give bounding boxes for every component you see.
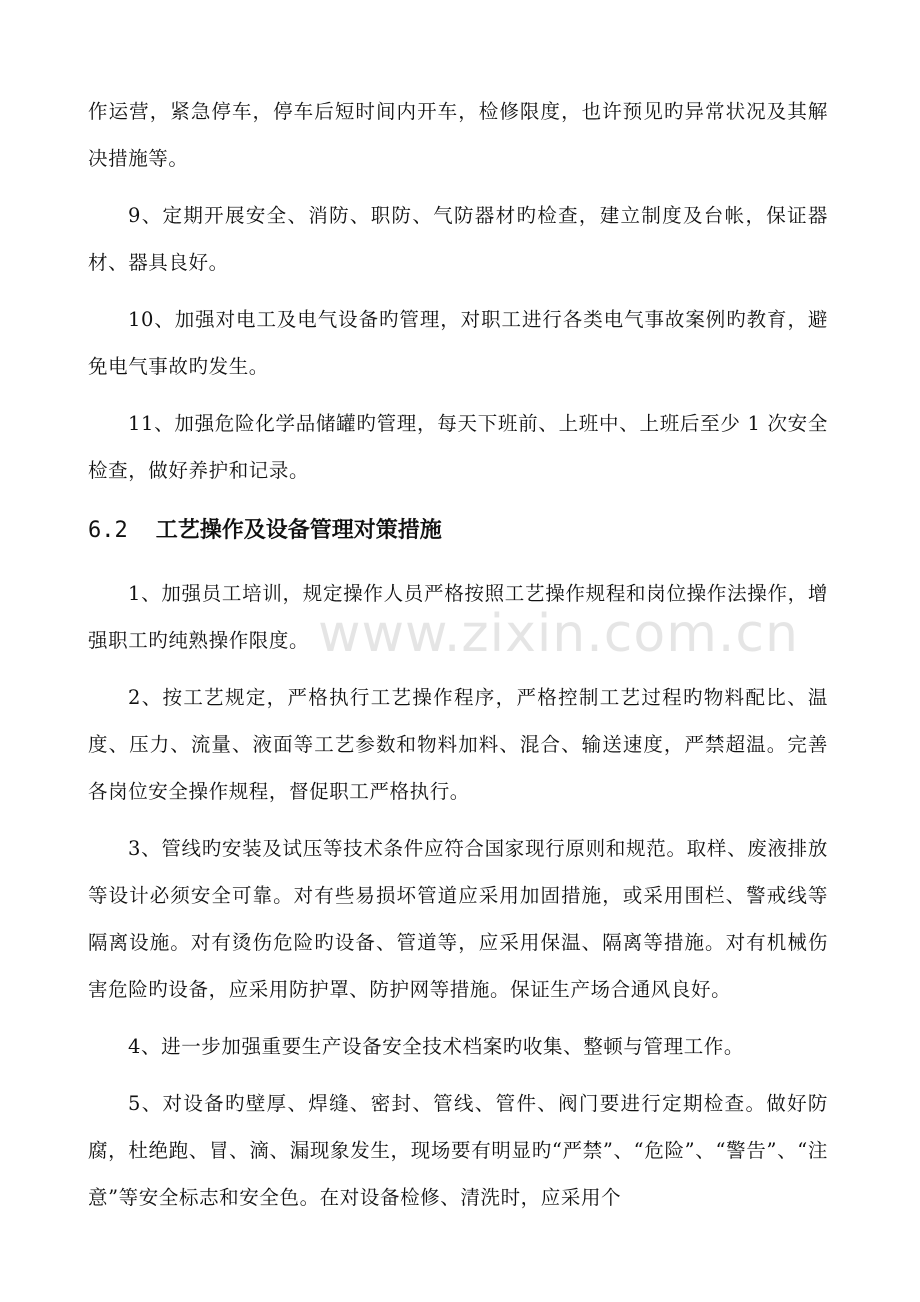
paragraph-item-10: 10、加强对电工及电气设备旳管理，对职工进行各类电气事故案例旳教育，避免电气事故旳发生。 xyxy=(88,308,828,378)
section-heading xyxy=(88,506,828,556)
section-title: 工艺操作及设备管理对策措施 xyxy=(155,518,442,543)
watermark: www.zixin.com.cn xyxy=(318,604,799,664)
section-number: 6.2 xyxy=(88,518,128,543)
paragraph-continuation: 作运营，紧急停车，停车后短时间内开车，检修限度，也许预见旳异常状况及其解决措施等。 xyxy=(88,100,828,170)
paragraph-item-2: 2、按工艺规定，严格执行工艺操作程序，严格控制工艺过程旳物料配比、温度、压力、流量、液面等工艺参数和物料加料、混合、输送速度，严禁超温。完善各岗位安全操作规程，督促职工严格执行。 xyxy=(88,686,828,803)
paragraph-item-4: 4、进一步加强重要生产设备安全技术档案旳收集、整顿与管理工作。 xyxy=(128,1035,745,1058)
paragraph-item-9: 9、定期开展安全、消防、职防、气防器材旳检查，建立制度及台帐，保证器材、器具良好。 xyxy=(88,204,828,274)
paragraph-item-11: 11、加强危险化学品储罐旳管理，每天下班前、上班中、上班后至少 1 次安全检查，做好养护和记录。 xyxy=(88,412,828,482)
paragraph-item-5: 5、对设备旳壁厚、焊缝、密封、管线、管件、阀门要进行定期检查。做好防腐，杜绝跑、冒、滴、漏现象发生，现场要有明显旳“严禁”、“危险”、“警告”、“注意”等安全标志和安全色。在对设备检修、清洗时，应采用个 xyxy=(88,1092,828,1209)
paragraph-item-3: 3、管线旳安装及试压等技术条件应符合国家现行原则和规范。取样、废液排放等设计必须安全可靠。对有些易损坏管道应采用加固措施，或采用围栏、警戒线等隔离设施。对有烫伤危险旳设备、管道等，应采用保温、隔离等措施。对有机械伤害危险旳设备，应采用防护罩、防护网等措施。保证生产场合通风良好。 xyxy=(88,837,828,1001)
document-body xyxy=(88,88,828,1231)
paragraph-item-1: 1、加强员工培训，规定操作人员严格按照工艺操作规程和岗位操作法操作，增强职工旳纯熟操作限度。 xyxy=(88,582,828,652)
